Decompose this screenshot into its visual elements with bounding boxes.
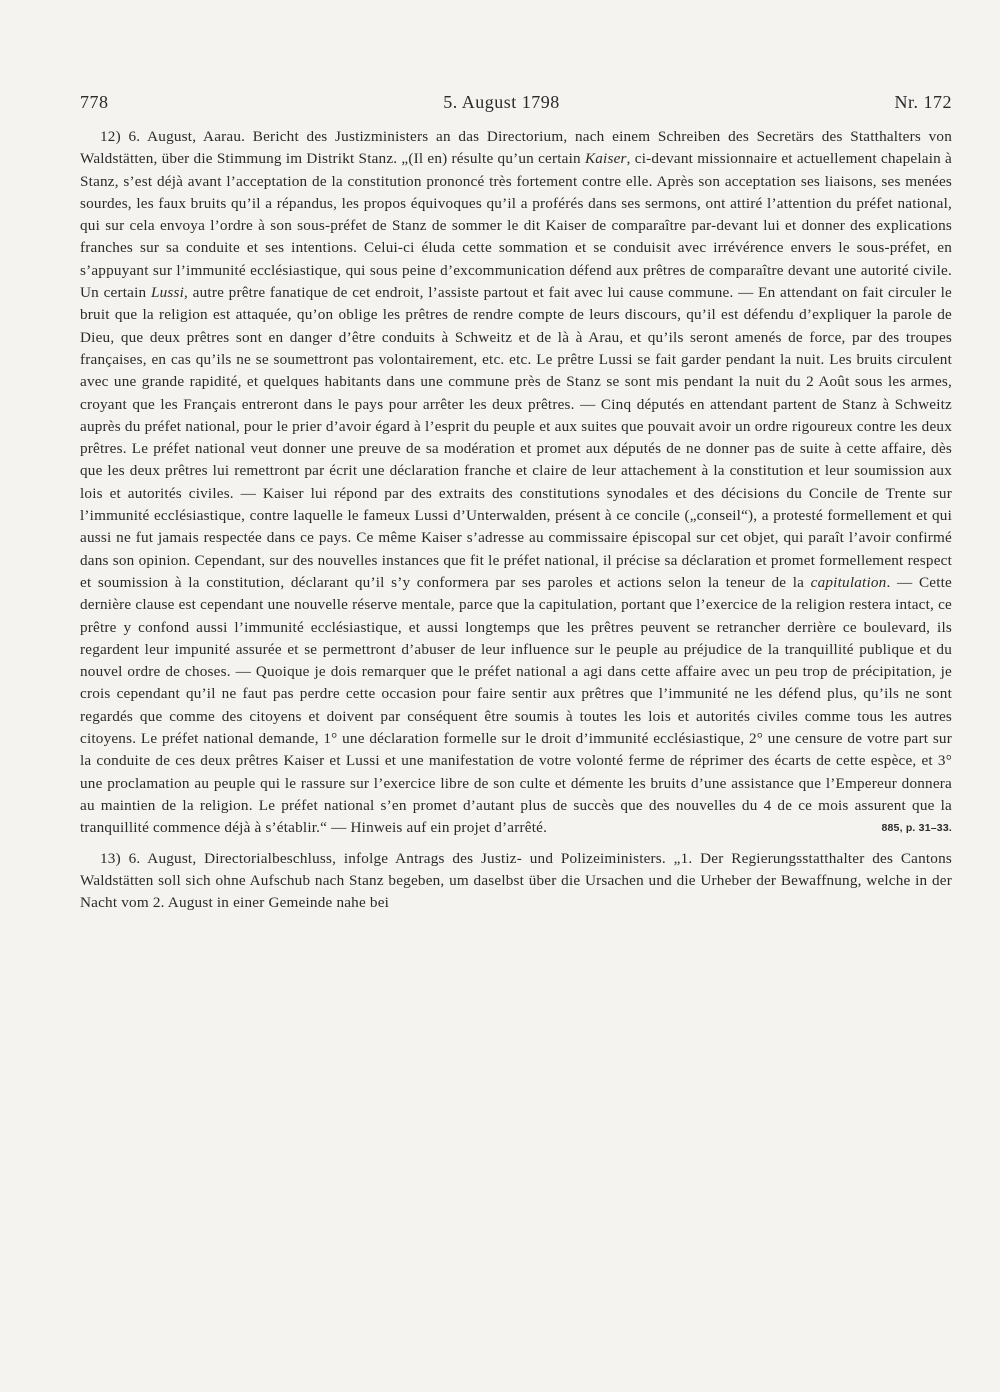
word-capitulation: capitulation	[810, 573, 887, 591]
entry-13-text: 13) 6. August, Directorialbeschluss, infolge Antrags des Justiz- und Polizeiministers. „1. Der Regierungsstatthalter des Cantons Waldstätten soll sich ohne Aufschub nach Stanz begeben, um daselbst über die Ursachen und die Urheber der Bewaffnung, welche in der Nacht vom 2. August in einer Gemeinde nahe bei	[80, 849, 952, 912]
document-number: Nr. 172	[894, 92, 952, 112]
entry-12-part-1: 12) 6. August, Aarau. Bericht des Justizministers an das Directorium, nach einem Schreiben des Secretärs des Statthalters von Waldstätten, über die Stimmung im Distrikt Stanz. „(Il en) résulte qu’un certain	[80, 128, 952, 168]
archive-reference: 885, p. 31–33.	[881, 822, 952, 835]
body-text	[80, 126, 952, 914]
name-kaiser: Kaiser	[584, 150, 627, 168]
name-lussi: Lussi	[150, 284, 185, 302]
document-page	[80, 92, 952, 914]
entry-12-part-4: . — Cette dernière clause est cependant une nouvelle réserve mentale, parce que la capitulation, portant que l’exercice de la religion restera intact, ce prêtre y confond aussi l’immunité ecclésiastique, et aussi longtemps que les prêtres peuvent se retrancher derrière ce boulevard, ils regardent leur impunité assurée et se permettront d’abuser de leur influence sur le peuple au préjudice de la tranquillité publique et du nouvel ordre de choses. — Quoique je dois remarquer que le préfet national a agi dans cette affaire avec un peu trop de précipitation, je crois cependant qu’il ne faut pas perdre cette occasion pour faire sentir aux prêtres que l’immunité ne les défend plus, qu’ils ne sont regardés que comme des citoyens et doivent par conséquent être soumis à toutes les lois et autorités civiles comme tous les autres citoyens. Le préfet national demande, 1° une déclaration formelle sur le droit d’immunité ecclésiastique, 2° une censure de votre part sur la conduite de ces deux prêtres Kaiser et Lussi et une manifestation de votre volonté ferme de réprimer des écarts de cette espèce, et 3° une proclamation au peuple qui le rassure sur l’exercice libre de son culte et démente les bruits d’une assistance que l’Empereur donnera au maintien de la religion. Le préfet national s’en promet d’autant plus de succès que des nouvelles du 4 de ce mois assurent que la tranquillité commence déjà à s’établir.“ — Hinweis auf ein projet d’arrêté.	[80, 573, 952, 837]
page-header	[80, 92, 952, 122]
entry-12	[80, 126, 952, 840]
page-number: 778	[80, 92, 109, 112]
entry-12-part-2: , ci-devant missionnaire et actuellement chapelain à Stanz, s’est déjà avant l’acceptation de la constitution prononcé très fortement contre elle. Après son acceptation ses liaisons, ses menées sourdes, les faux bruits qu’il a répandus, les propos équivoques qu’il a proférés dans ses sermons, ont attiré l’attention du préfet national, qui sur cela envoya l’ordre à son sous-préfet de Stanz de sommer le dit Kaiser de comparaître par-devant lui et donner des explications franches sur sa conduite et ses intentions. Celui-ci éluda cette sommation et se conduisit avec irrévérence envers le sous-préfet, en s’appuyant sur l’immunité ecclésiastique, qui sous peine d’excommunication défend aux prêtres de comparaître devant une autorité civile. Un certain	[80, 150, 952, 302]
entry-13	[80, 848, 952, 915]
header-date: 5. August 1798	[443, 92, 560, 112]
entry-12-part-3: , autre prêtre fanatique de cet endroit, l’assiste partout et fait avec lui cause commune. — En attendant on fait circuler le bruit que la religion est attaquée, qu’on oblige les prêtres de rendre compte de leurs discours, qu’il est défendu d’expliquer la parole de Dieu, que deux prêtres sont en danger d’être conduits à Schweitz et de là à Arau, et qu’ils seront amenés de force, par des troupes françaises, en cas qu’ils ne se soumettront pas volontairement, etc. etc. Le prêtre Lussi se fait garder pendant la nuit. Les bruits circulent avec une grande rapidité, et quelques habitants dans une commune près de Stanz se sont mis pendant la nuit du 2 Août sous les armes, croyant que les Français entreront dans le pays pour arrêter les deux prêtres. — Cinq députés en attendant partent de Stanz à Schweitz auprès du préfet national, pour le prier d’avoir égard à l’esprit du peuple et aux suites que pouvait avoir un ordre rigoureux contre les deux prêtres. Le préfet national veut donner une preuve de sa modération et promet aux députés de ne donner pas de suite à cette affaire, dès que les deux prêtres lui remettront par écrit une déclaration franche et claire de leur attachement à la constitution et leur soumission aux lois et autorités civiles. — Kaiser lui répond par des extraits des constitutions synodales et des décisions du Concile de Trente sur l’immunité ecclésiastique, contre laquelle le fameux Lussi d’Unterwalden, présent à ce concile („conseil“), a protesté formellement et qui aussi ne fut jamais respectée dans ce pays. Ce même Kaiser s’adresse au commissaire épiscopal sur cet objet, qui paraît l’avoir confirmé dans son opinion. Cependant, sur des nouvelles instances que fit le préfet national, il précise sa déclaration et promet formellement respect et soumission à la constitution, déclarant qu’il s’y conformera par ses paroles et actions selon la teneur de la	[80, 284, 952, 591]
